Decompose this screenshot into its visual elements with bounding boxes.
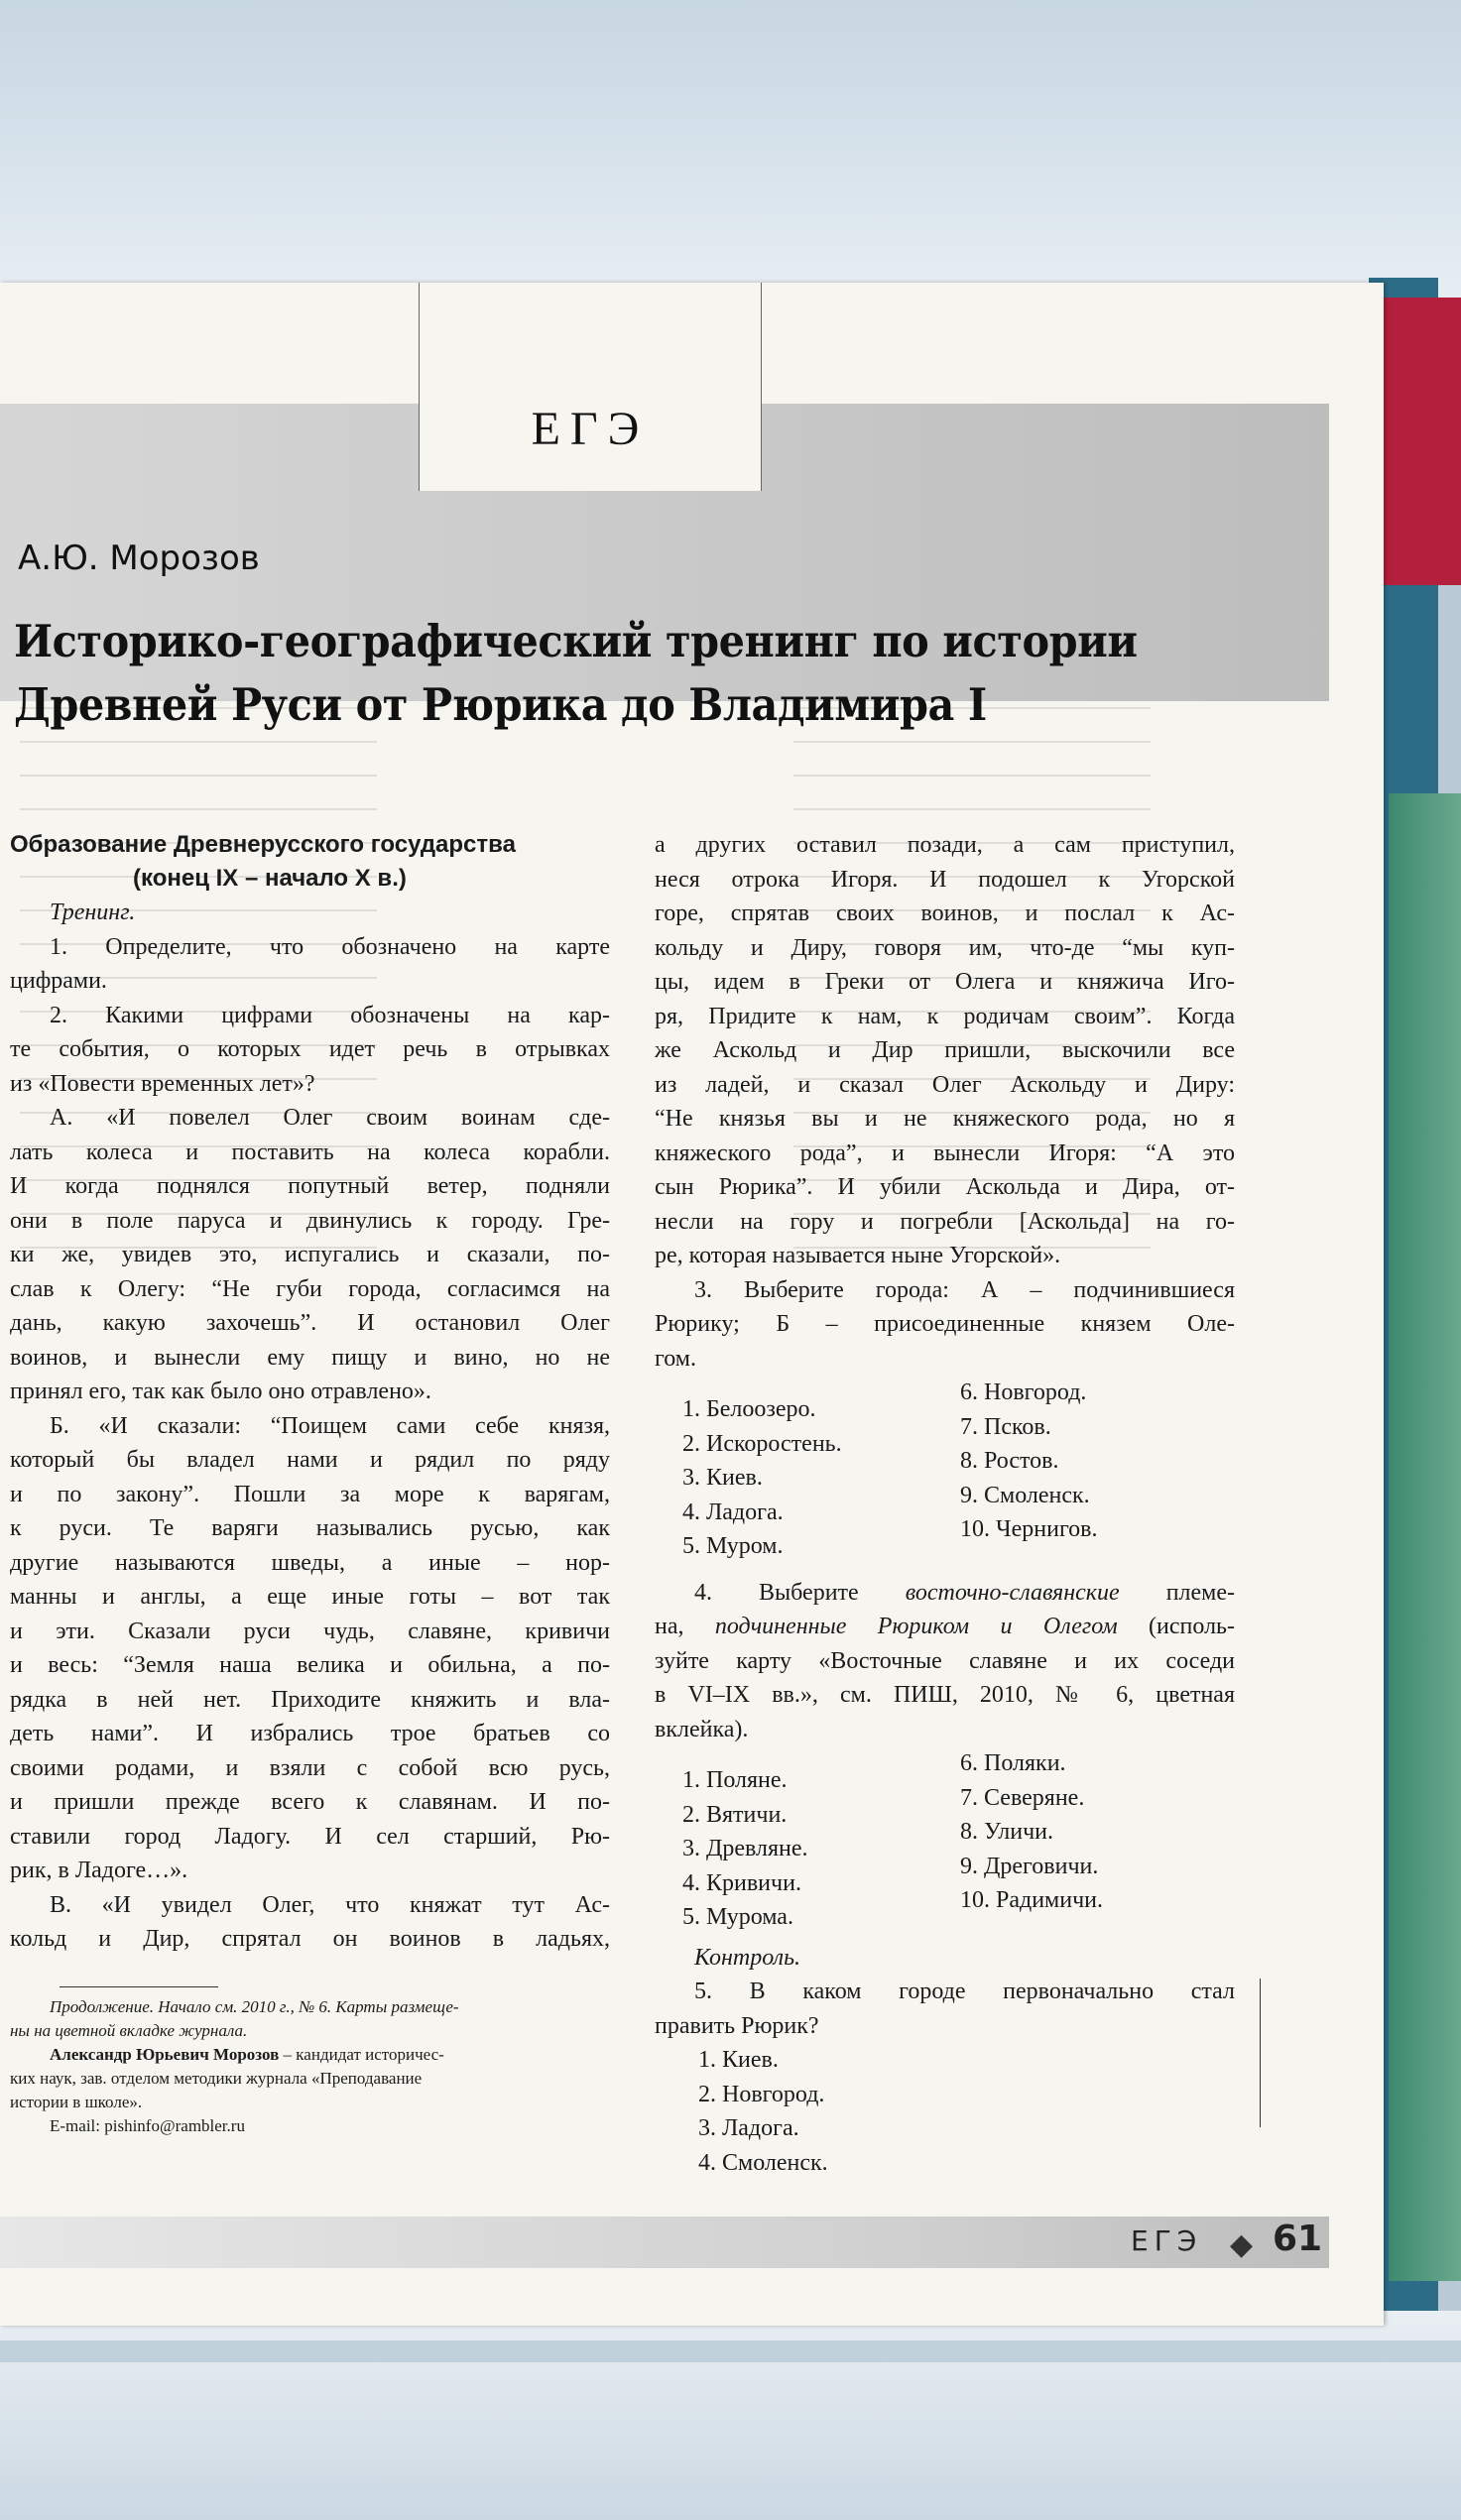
text-line: ки же, увидев это, испугались и сказали, по-: [10, 1242, 610, 1267]
footnote-line: – кандидат историчес-: [279, 2044, 444, 2064]
list-item: 4. Ладога.: [682, 1499, 784, 1525]
author-name: А.Ю. Морозов: [18, 539, 260, 578]
footer-band: [0, 2217, 1329, 2268]
journal-page: [0, 283, 1384, 2326]
list-item: 1. Киев.: [698, 2047, 779, 2073]
section-heading-line: Образование Древнерусского государства: [10, 831, 516, 858]
footer-section-label: ЕГЭ: [1131, 2224, 1203, 2257]
text-line: они в поле паруса и двинулись к городу. Гре-: [10, 1207, 610, 1234]
footnote-email: E-mail: pishinfo@rambler.ru: [50, 2115, 245, 2135]
text-line: и пришли прежде всего к славянам. И по-: [10, 1789, 610, 1815]
text-line: который бы владел нами и рядил по ряду: [10, 1447, 610, 1473]
text-fragment: восточно-славянские: [905, 1579, 1120, 1606]
text-line: цы, идем в Греки от Олега и княжича Иго-: [655, 969, 1235, 995]
footnote-line: истории в школе».: [10, 2092, 143, 2111]
question-2: 2. Какими цифрами обозначены на кар-: [50, 1002, 610, 1028]
question-1: [10, 930, 610, 965]
list-item: 9. Дреговичи.: [960, 1853, 1099, 1879]
list-item: 6. Новгород.: [960, 1380, 1087, 1405]
footnote-author-name: Александр Юрьевич Морозов: [50, 2044, 280, 2064]
section-title: ЕГЭ: [531, 403, 650, 455]
text-line: другие называются шведы, а иные – нор-: [10, 1549, 610, 1576]
text-line: из «Повести временных лет»?: [10, 1070, 315, 1097]
list-item: 7. Северяне.: [960, 1784, 1085, 1811]
text-line: княжеского рода”, и вынесли Игоря: “А это: [655, 1140, 1235, 1166]
list-item: 7. Псков.: [960, 1413, 1051, 1440]
magazine-edge-red: [1381, 298, 1461, 585]
tribes-list: [682, 1746, 1235, 1935]
list-item: 10. Чернигов.: [960, 1516, 1098, 1542]
text-line: же Аскольд и Дир пришли, выскочили все: [655, 1037, 1235, 1063]
left-column: [10, 828, 610, 2138]
text-line: кольду и Диру, говоря им, что-де “мы куп-: [655, 934, 1235, 961]
text-line: лать колеса и поставить на колеса корабли.: [10, 1139, 610, 1165]
text-line: Рюрику; Б – присоединенные князем Оле-: [655, 1311, 1235, 1337]
list-item: 6. Поляки.: [960, 1750, 1066, 1776]
control-label: Контроль.: [694, 1944, 801, 1971]
text-line: рик, в Ладоге…».: [10, 1858, 188, 1883]
text-line: дань, какую захочешь”. И остановил Олег: [10, 1310, 610, 1336]
list-item: 2. Искоростень.: [682, 1430, 842, 1457]
text-fragment: (исполь-: [1117, 1614, 1235, 1639]
text-line: 1. Определите, что обозначено на карте: [50, 933, 610, 960]
list-item: 4. Кривичи.: [682, 1869, 801, 1896]
text-line: [655, 1610, 1235, 1644]
text-line: своими родами, и взяли с собой всю русь,: [10, 1754, 610, 1781]
text-line: И когда поднялся попутный ветер, подняли: [10, 1173, 610, 1199]
text-line: рядка в ней нет. Приходите княжить и вла-: [10, 1686, 610, 1713]
text-line: вклейка).: [655, 1716, 749, 1742]
text-line: и по закону”. Пошли за море к варягам,: [10, 1481, 610, 1507]
text-line: гом.: [655, 1345, 696, 1372]
section-heading: [10, 828, 610, 896]
q5-options: [698, 2043, 1235, 2180]
excerpt-v: В. «И увидел Олег, что княжат тут Ас-: [50, 1891, 610, 1918]
list-item: 2. Новгород.: [698, 2081, 825, 2107]
text-line: манны и англы, а еще иные готы – вот так: [10, 1584, 610, 1610]
text-line: принял его, так как было оно отравлено».: [10, 1379, 431, 1404]
page-number: 61: [1273, 2219, 1323, 2259]
list-item: 2. Вятичи.: [682, 1801, 788, 1828]
text-fragment: на,: [655, 1614, 715, 1639]
right-column: [655, 828, 1235, 2180]
scan-stripe: [0, 2340, 1461, 2362]
question-4: [655, 1576, 1235, 1611]
text-line: несли на гору и погребли [Аскольда] на го-: [655, 1208, 1235, 1235]
text-line: ре, которая называется ныне Угорской».: [655, 1243, 1061, 1268]
scan-background-top: [0, 0, 1461, 298]
text-line: ставили город Ладогу. И сел старший, Рю-: [10, 1823, 610, 1850]
list-item: 1. Белоозеро.: [682, 1396, 816, 1422]
column-rule: [1260, 1979, 1261, 2127]
title-line: Историко-географический тренинг по истории: [14, 615, 1138, 667]
text-line: кольд и Дир, спрятал он воинов в ладьях,: [10, 1926, 610, 1952]
footnote-continuation: Продолжение. Начало см. 2010 г., № 6. Карты размеще-: [50, 1996, 459, 2016]
text-line: цифрами.: [10, 968, 107, 994]
text-line: слав к Олегу: “Не губи города, согласимся на: [10, 1275, 610, 1302]
excerpt-v-continued: а других оставил позади, а сам приступил,: [655, 832, 1235, 858]
text-line: к руси. Те варяги назывались русью, как: [10, 1515, 610, 1541]
text-line: неся отрока Игоря. И подошел к Угорской: [655, 866, 1235, 893]
text-line: зуйте карту «Восточные славяне и их соседи: [655, 1647, 1235, 1674]
magazine-edge-green: [1389, 793, 1461, 2281]
text-fragment: подчиненные Рюриком и Олегом: [714, 1614, 1118, 1639]
list-item: 8. Уличи.: [960, 1819, 1054, 1845]
list-item: 3. Ладога.: [698, 2115, 799, 2141]
list-item: 9. Смоленск.: [960, 1482, 1090, 1508]
text-fragment: племе-: [1119, 1579, 1235, 1606]
list-item: 10. Радимичи.: [960, 1887, 1103, 1913]
footnote-author: [10, 2043, 610, 2067]
text-line: и эти. Сказали руси чудь, славяне, кривичи: [10, 1618, 610, 1644]
footnote-line: ких наук, зав. отделом методики журнала «Преподавание: [10, 2068, 423, 2088]
text-line: в VI–IX вв.», см. ПИШ, 2010, № 6, цветная: [655, 1682, 1235, 1708]
text-line: деть нами”. И избрались трое братьев со: [10, 1721, 610, 1746]
list-item: 8. Ростов.: [960, 1448, 1059, 1474]
text-line: те события, о которых идет речь в отрывках: [10, 1036, 610, 1062]
question-5: 5. В каком городе первоначально стал: [694, 1979, 1235, 2004]
text-line: из ладей, и сказал Олег Аскольду и Диру:: [655, 1071, 1235, 1098]
excerpt-a: А. «И повелел Олег своим воинам сде-: [50, 1105, 610, 1131]
training-label: Тренинг.: [50, 900, 136, 925]
text-line: горе, спрятав своих воинов, и послал к Ас-: [655, 900, 1235, 926]
diamond-icon: ◆: [1230, 2228, 1254, 2261]
question-3: 3. Выберите города: А – подчинившиеся: [694, 1276, 1235, 1303]
text-line: сын Рюрика”. И убили Аскольда и Дира, от-: [655, 1174, 1235, 1200]
footnote-separator: [60, 1986, 218, 1987]
article-title: [14, 610, 1200, 737]
text-line: править Рюрик?: [655, 2012, 819, 2039]
list-item: 4. Смоленск.: [698, 2149, 828, 2176]
text-line: и весь: “Земля наша велика и обильна, а по-: [10, 1652, 610, 1678]
title-line: Древней Руси от Рюрика до Владимира I: [14, 678, 987, 731]
list-item: 5. Муром.: [682, 1533, 784, 1559]
cities-list: [682, 1376, 1235, 1564]
text-line: “Не князья вы и не княжеского рода, но я: [655, 1106, 1235, 1132]
text-line: воинов, и вынесли ему пищу и вино, но не: [10, 1344, 610, 1371]
excerpt-b: Б. «И сказали: “Поищем сами себе князя,: [50, 1412, 610, 1439]
list-item: 5. Мурома.: [682, 1904, 793, 1930]
list-item: 3. Древляне.: [682, 1836, 808, 1861]
text-line: ря, Придите к нам, к родичам своим”. Когда: [655, 1003, 1235, 1029]
section-heading-line: (конец IX – начало X в.): [133, 865, 407, 892]
list-item: 3. Киев.: [682, 1465, 763, 1491]
list-item: 1. Поляне.: [682, 1767, 788, 1793]
footnote-line: ны на цветной вкладке журнала.: [10, 2020, 248, 2040]
text-fragment: 4. Выберите: [694, 1579, 906, 1606]
header-section-box: [419, 283, 762, 491]
